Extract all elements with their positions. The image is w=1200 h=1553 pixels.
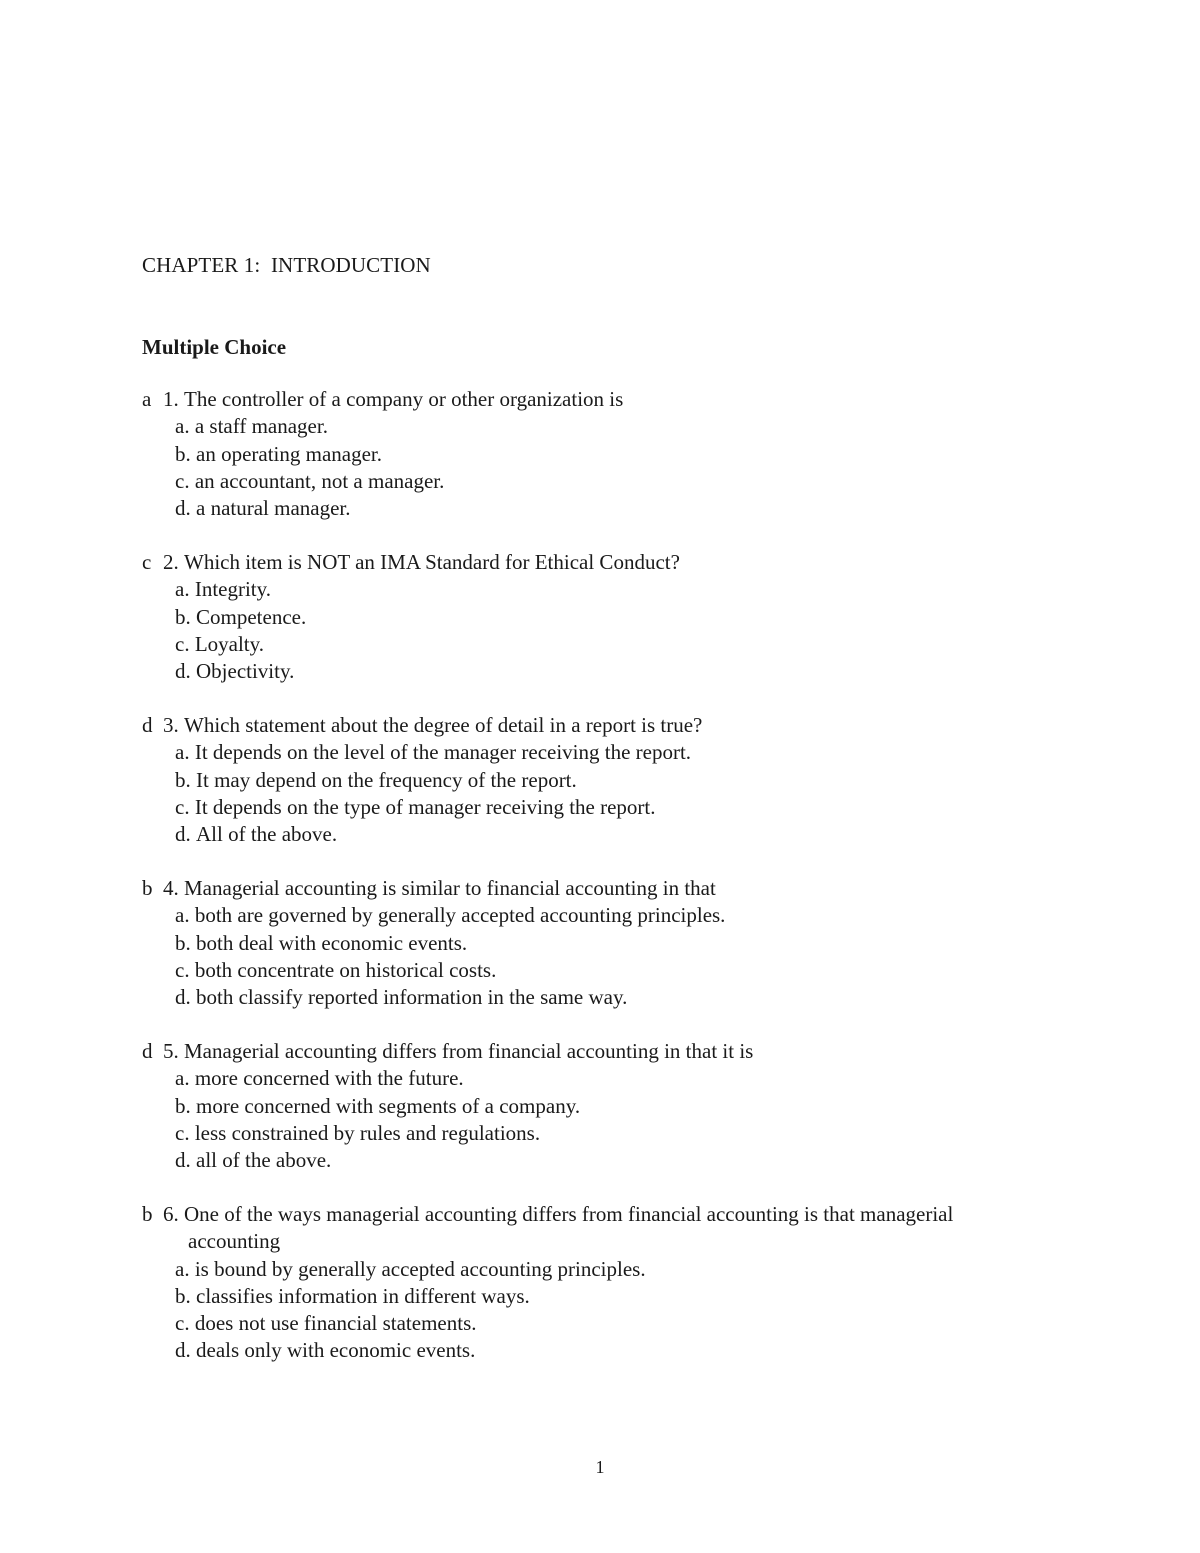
option-text: both deal with economic events. [196, 930, 468, 955]
option-letter: b. [175, 930, 191, 955]
option-c [142, 631, 1102, 658]
option-text: both concentrate on historical costs. [194, 957, 497, 982]
option-letter: b. [175, 1093, 191, 1118]
question-stem [142, 386, 1102, 413]
option-letter: c. [175, 1311, 190, 1336]
question-text: Managerial accounting differs from financial accounting in that it is [184, 1038, 754, 1063]
option-text: both classify reported information in the same way. [196, 985, 628, 1010]
answer-key: c [142, 549, 152, 574]
option-text: It depends on the level of the manager receiving the report. [194, 740, 692, 765]
option-text: less constrained by rules and regulations. [194, 1120, 541, 1145]
option-c [142, 1310, 1102, 1337]
option-a [142, 902, 1102, 929]
option-letter: d. [175, 1148, 191, 1173]
option-a [142, 576, 1102, 603]
question-number: 5. [163, 1038, 179, 1063]
option-c [142, 1120, 1102, 1147]
option-a [142, 739, 1102, 766]
option-text: classifies information in different ways. [196, 1283, 530, 1308]
question-4 [142, 875, 1102, 1011]
option-letter: d. [175, 1338, 191, 1363]
option-letter: d. [175, 822, 191, 847]
option-letter: b. [175, 441, 191, 466]
option-text: deals only with economic events. [196, 1338, 476, 1363]
question-5 [142, 1038, 1102, 1174]
option-letter: a. [175, 1256, 190, 1281]
option-text: All of the above. [196, 822, 338, 847]
option-b [142, 1093, 1102, 1120]
option-a [142, 1256, 1102, 1283]
question-list [142, 386, 1102, 1391]
question-number: 2. [163, 549, 179, 574]
question-text: The controller of a company or other organization is [184, 387, 624, 411]
option-text: an accountant, not a manager. [194, 468, 445, 493]
option-text: Objectivity. [196, 659, 295, 684]
option-letter: c. [175, 468, 190, 493]
option-text: is bound by generally accepted accounting principles. [194, 1256, 646, 1281]
option-letter: c. [175, 631, 190, 656]
option-b [142, 930, 1102, 957]
option-letter: a. [175, 903, 190, 928]
question-text: Managerial accounting is similar to financial accounting in that [184, 875, 716, 900]
option-text: Loyalty. [194, 631, 265, 656]
option-c [142, 957, 1102, 984]
option-letter: c. [175, 957, 190, 982]
answer-key: a [142, 387, 152, 411]
option-letter: c. [175, 1120, 190, 1145]
option-letter: c. [175, 794, 190, 819]
option-letter: a. [175, 1066, 190, 1091]
answer-key: b [142, 875, 153, 900]
option-text: Competence. [196, 604, 307, 629]
option-letter: a. [175, 414, 190, 439]
option-text: more concerned with the future. [194, 1066, 464, 1091]
question-stem [142, 1038, 1102, 1065]
option-d [142, 821, 1102, 848]
option-letter: d. [175, 985, 191, 1010]
option-c [142, 468, 1102, 495]
option-text: It depends on the type of manager receiving the report. [194, 794, 656, 819]
option-text: an operating manager. [196, 441, 383, 466]
answer-key: d [142, 1038, 153, 1063]
option-d [142, 1337, 1102, 1364]
option-d [142, 658, 1102, 685]
option-text: both are governed by generally accepted accounting principles. [194, 903, 726, 928]
option-text: all of the above. [196, 1148, 332, 1173]
option-text: does not use financial statements. [194, 1311, 477, 1336]
section-heading: Multiple Choice [142, 335, 287, 359]
option-letter: a. [175, 577, 190, 602]
question-text: Which statement about the degree of detail in a report is true? [184, 712, 703, 737]
option-text: a staff manager. [194, 414, 328, 439]
question-text-continuation: accounting [188, 1229, 281, 1254]
answer-key: d [142, 712, 153, 737]
option-letter: a. [175, 740, 190, 765]
question-number: 6. [163, 1201, 179, 1226]
question-number: 1. [163, 387, 179, 411]
question-2 [142, 549, 1102, 685]
option-letter: b. [175, 604, 191, 629]
option-d [142, 984, 1102, 1011]
question-text: Which item is NOT an IMA Standard for Ethical Conduct? [184, 549, 680, 574]
question-stem [142, 875, 1102, 902]
question-stem [142, 712, 1102, 739]
option-c [142, 794, 1102, 821]
question-number: 3. [163, 712, 179, 737]
option-b [142, 604, 1102, 631]
chapter-title: CHAPTER 1: INTRODUCTION [142, 253, 431, 277]
option-d [142, 1147, 1102, 1174]
option-a [142, 1065, 1102, 1092]
option-b [142, 441, 1102, 468]
question-6 [142, 1201, 1102, 1365]
question-stem [142, 1201, 1102, 1228]
question-stem [142, 549, 1102, 576]
option-letter: b. [175, 1283, 191, 1308]
question-number: 4. [163, 875, 179, 900]
option-text: It may depend on the frequency of the report. [196, 767, 577, 792]
question-3 [142, 712, 1102, 848]
answer-key: b [142, 1201, 153, 1226]
option-text: Integrity. [194, 577, 272, 602]
question-1 [142, 386, 1102, 522]
option-letter: d. [175, 659, 191, 684]
option-a [142, 413, 1102, 440]
option-text: a natural manager. [196, 496, 351, 521]
option-text: more concerned with segments of a company. [196, 1093, 581, 1118]
option-b [142, 1283, 1102, 1310]
option-d [142, 495, 1102, 522]
option-letter: b. [175, 767, 191, 792]
question-text: One of the ways managerial accounting differs from financial accounting is that managerial [184, 1201, 954, 1226]
page-number: 1 [595, 1457, 605, 1477]
option-b [142, 767, 1102, 794]
option-letter: d. [175, 496, 191, 521]
